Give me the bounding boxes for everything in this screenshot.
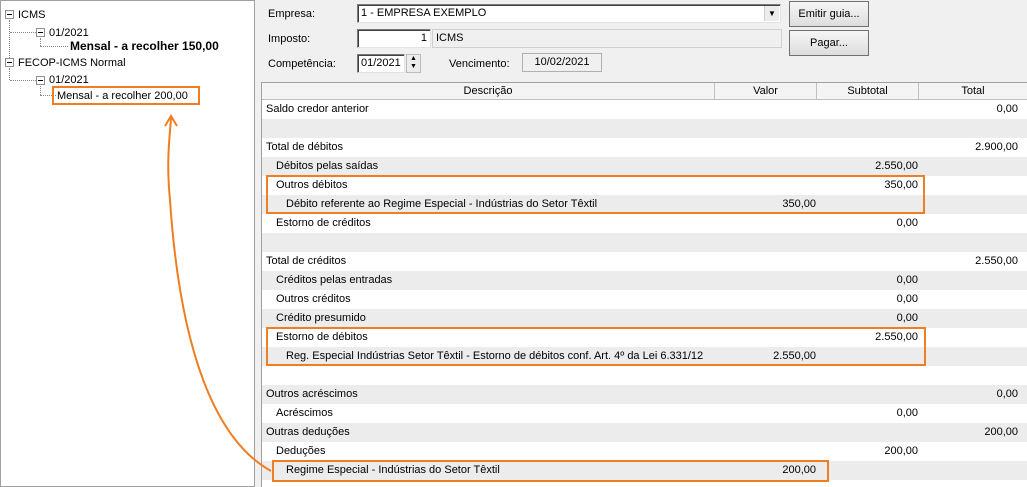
tree-node-fecop[interactable]: FECOP-ICMS Normal [18,57,126,69]
tree-line [9,68,10,80]
row-description: Débitos pelas saídas [276,160,379,172]
tree-line [10,32,36,33]
header-subtotal[interactable]: Subtotal [817,83,919,100]
table-row[interactable] [262,309,1027,328]
competencia-field[interactable]: 01/2021 [357,54,405,73]
tree-node-icms[interactable]: ICMS [18,9,46,21]
row-valor: 350,00 [782,198,816,210]
row-total: 0,00 [996,388,1018,400]
dropdown-arrow-icon[interactable]: ▼ [764,6,779,21]
table-row[interactable] [262,252,1027,271]
apuracao-grid[interactable] [261,82,1027,487]
empresa-select[interactable] [357,4,781,23]
spin-down-icon[interactable]: ▼ [410,63,417,70]
collapse-icon[interactable] [5,10,14,19]
row-description: Outros débitos [276,179,348,191]
row-description: Débito referente ao Regime Especial - Indústrias do Setor Têxtil [286,198,598,210]
row-description: Acréscimos [276,407,333,419]
row-description: Total de créditos [266,255,347,267]
table-row[interactable] [262,157,1027,176]
collapse-icon[interactable] [36,28,45,37]
row-description: Outros acréscimos [266,388,358,400]
table-row[interactable] [262,271,1027,290]
row-valor: 200,00 [782,464,816,476]
table-row[interactable] [262,366,1027,385]
header-valor[interactable]: Valor [715,83,817,100]
row-description: Total de débitos [266,141,344,153]
tree-node-fecop-mensal[interactable]: Mensal - a recolher 200,00 [57,90,188,102]
row-description: Reg. Especial Indústrias Setor Têxtil - Estorno de débitos conf. Art. 4º da Lei 6.331/12 [286,350,704,362]
tree-line [40,86,41,95]
row-description: Créditos pelas entradas [276,274,393,286]
table-row[interactable] [262,119,1027,138]
annotation-box [272,460,829,482]
row-description: Estorno de créditos [276,217,371,229]
empresa-label: Empresa: [268,8,316,20]
table-row[interactable] [262,404,1027,423]
row-total: 2.550,00 [975,255,1018,267]
collapse-icon[interactable] [5,58,14,67]
table-row[interactable] [262,423,1027,442]
tree-line [40,46,68,47]
row-subtotal: 0,00 [896,217,918,229]
row-total: 200,00 [984,426,1018,438]
annotation-box [266,327,926,366]
table-row[interactable] [262,214,1027,233]
tree-line [10,80,36,81]
grid-header [262,83,1027,100]
tree-node-icms-mensal[interactable]: Mensal - a recolher 150,00 [70,39,219,53]
table-row[interactable] [262,138,1027,157]
row-total: 0,00 [996,103,1018,115]
row-subtotal: 0,00 [896,312,918,324]
vencimento-label: Vencimento: [449,58,510,70]
row-description: Saldo credor anterior [266,103,369,115]
tree-node-icms-period[interactable]: 01/2021 [49,27,89,39]
emitir-guia-button[interactable]: Emitir guia... [789,1,869,27]
tax-tree[interactable] [0,0,255,487]
table-row[interactable] [262,100,1027,119]
annotation-box [266,175,925,214]
competencia-spinner[interactable] [406,54,421,73]
row-subtotal: 2.550,00 [875,331,918,343]
annotation-box [52,86,200,105]
row-description: Outros créditos [276,293,351,305]
row-description: Outras deduções [266,426,350,438]
row-subtotal: 0,00 [896,293,918,305]
row-description: Regime Especial - Indústrias do Setor Têxtil [286,464,500,476]
vencimento-field: 10/02/2021 [522,53,602,72]
collapse-icon[interactable] [36,76,45,85]
row-subtotal: 0,00 [896,407,918,419]
competencia-label: Competência: [268,58,336,70]
table-row[interactable] [262,290,1027,309]
row-description: Crédito presumido [276,312,366,324]
grid-rows [262,100,1027,480]
tree-line [9,20,10,62]
table-row[interactable] [262,233,1027,252]
row-total: 2.900,00 [975,141,1018,153]
row-description: Deduções [276,445,326,457]
header-descricao[interactable]: Descrição [262,83,715,100]
spin-up-icon[interactable]: ▲ [410,55,417,62]
row-valor: 2.550,00 [773,350,816,362]
table-row[interactable] [262,385,1027,404]
row-subtotal: 2.550,00 [875,160,918,172]
empresa-value: 1 - EMPRESA EXEMPLO [361,7,487,19]
pagar-button[interactable]: Pagar... [789,30,869,56]
row-description: Estorno de débitos [276,331,368,343]
imposto-name-field: ICMS [432,29,782,48]
row-subtotal: 200,00 [884,445,918,457]
tree-line [40,38,41,46]
table-row[interactable] [262,442,1027,461]
header-total[interactable]: Total [919,83,1027,100]
imposto-code-field[interactable]: 1 [357,29,431,48]
row-subtotal: 0,00 [896,274,918,286]
tree-node-fecop-period[interactable]: 01/2021 [49,74,89,86]
row-subtotal: 350,00 [884,179,918,191]
imposto-label: Imposto: [268,33,311,45]
